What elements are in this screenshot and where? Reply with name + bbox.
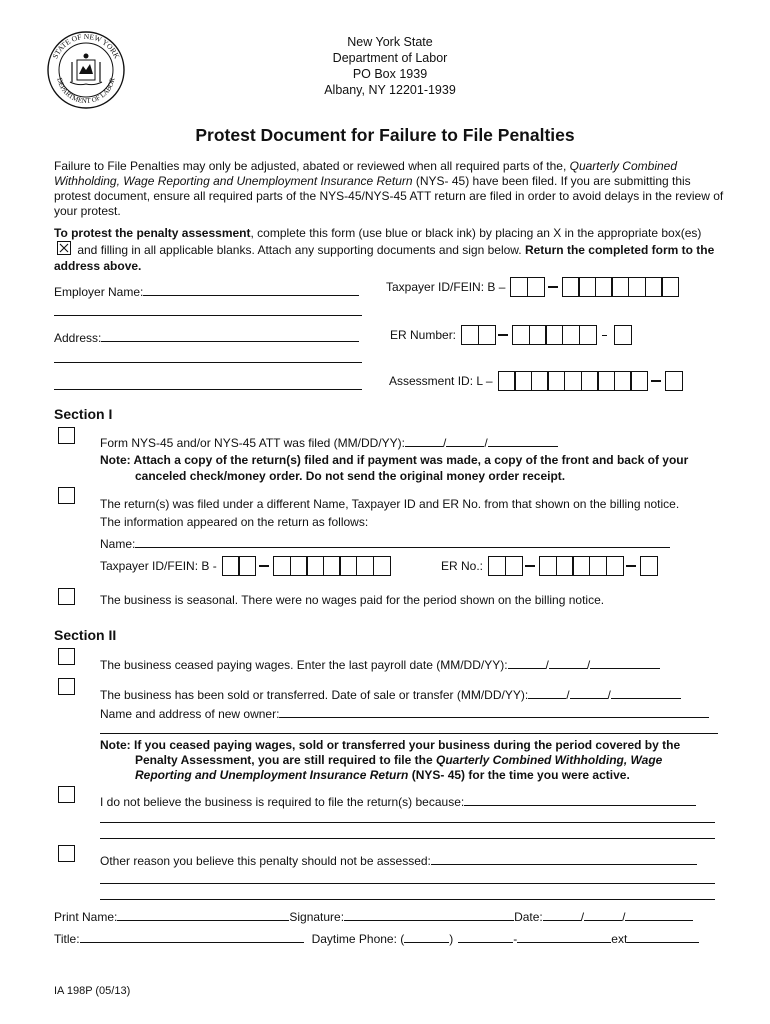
form-title: Protest Document for Failure to File Penalties — [195, 125, 575, 145]
checkbox-different-name[interactable] — [58, 487, 75, 504]
return-filed-text: Form NYS-45 and/or NYS-45 ATT was filed (MM/DD/YY): / / — [100, 435, 558, 450]
phone-label: Daytime Phone: ( — [311, 932, 405, 946]
svg-text:STATE OF NEW YORK: STATE OF NEW YORK — [50, 31, 122, 60]
checkbox-other-reason[interactable] — [58, 845, 75, 862]
seal-icon — [46, 30, 126, 110]
address-line-2-field[interactable] — [54, 362, 362, 363]
not-required-field[interactable]: I do not believe the business is required to file the return(s) because: — [100, 794, 696, 809]
other-reason-line-3[interactable] — [100, 899, 715, 900]
checkbox-not-required[interactable] — [58, 786, 75, 803]
employer-name-line-2[interactable] — [54, 315, 362, 316]
address-line-3-field[interactable] — [54, 389, 362, 390]
checkbox-sold-transferred[interactable] — [58, 678, 75, 695]
ceased-wages-text: The business ceased paying wages. Enter the last payroll date (MM/DD/YY): / / — [100, 657, 660, 672]
other-reason-line-2[interactable] — [100, 883, 715, 884]
other-reason-field[interactable]: Other reason you believe this penalty should not be assessed: — [100, 853, 697, 868]
intro-paragraph: Failure to File Penalties may only be adjusted, abated or reviewed when all required parts of the, Quarterly Combined Withholding, Wage Reporting and Unemployment Insurance Return (NYS- 45) have been filed. If you are submitting this protest document, ensure all required parts of the NYS-45/NYS-45 ATT return are filed in order to avoid delays in the review of your protest. — [54, 159, 724, 218]
address-line-2: Department of Labor — [332, 51, 448, 65]
signature-label: Signature: — [289, 910, 345, 924]
section-2-heading: Section II — [54, 627, 117, 643]
address-line-1: New York State — [347, 35, 433, 49]
print-name-label: Print Name: — [54, 910, 118, 924]
section1-er-no-boxes[interactable]: ER No.: — [441, 556, 657, 576]
note-still-required: Note: If you ceased paying wages, sold or transferred your business during the period covered by the Penalty Assessment, you are still required to file the Quarterly Combined Withholding, Wage Reporting and Unemployment Insurance Return (NYS- 45) for the time you were active. — [100, 738, 681, 782]
name-field[interactable]: Name: — [100, 536, 670, 551]
new-owner-line-2[interactable] — [100, 733, 718, 734]
title-input[interactable] — [80, 931, 304, 943]
not-required-line-3[interactable] — [100, 838, 715, 839]
agency-address — [290, 34, 490, 98]
state-seal — [46, 30, 126, 110]
date-label: Date: — [514, 910, 543, 924]
er-number-boxes[interactable]: ER Number: — [390, 325, 631, 345]
title-label: Title: — [54, 932, 80, 946]
title-row: Title: Daytime Phone: ( ) - ext — [54, 931, 699, 946]
different-name-text: The return(s) was filed under a different Name, Taxpayer ID and ER No. from that shown on the billing notice. The information appeared on the return as follows: — [100, 497, 680, 529]
signature-input[interactable] — [344, 909, 514, 921]
sold-transferred-text: The business has been sold or transferred. Date of sale or transfer (MM/DD/YY): / / — [100, 687, 681, 702]
seasonal-text: The business is seasonal. There were no wages paid for the period shown on the billing notice. — [100, 593, 605, 607]
address-line-3: PO Box 1939 — [352, 67, 428, 81]
assessment-id-boxes[interactable]: Assessment ID: L – — [389, 371, 682, 391]
taxpayer-id-boxes[interactable]: Taxpayer ID/FEIN: B – — [386, 277, 678, 297]
print-name-row: Print Name: Signature: Date: / / — [54, 909, 693, 924]
section1-taxpayer-id-boxes[interactable]: Taxpayer ID/FEIN: B - — [100, 556, 389, 576]
checkbox-ceased-wages[interactable] — [58, 648, 75, 665]
checkbox-return-filed[interactable] — [58, 427, 75, 444]
new-owner-field[interactable]: Name and address of new owner: — [100, 706, 709, 721]
note-attach-copy: Note: Attach a copy of the return(s) filed and if payment was made, a copy of the front and back of your canceled check/money order. Do not send the original money order receipt. — [100, 453, 689, 483]
svg-text:DEPARTMENT OF LABOR: DEPARTMENT OF LABOR — [55, 76, 117, 106]
print-name-input[interactable] — [117, 909, 289, 921]
x-box-icon — [57, 241, 71, 255]
address-field[interactable]: Address: — [54, 330, 359, 345]
employer-name-field[interactable]: Employer Name: — [54, 284, 359, 299]
address-line-4: Albany, NY 12201-1939 — [324, 83, 456, 97]
instructions-paragraph: To protest the penalty assessment, complete this form (use blue or black ink) by placing an X in the appropriate box(es) and filling in all applicable blanks. Attach any supporting documents and sign below. Return the completed form to the address above. — [54, 226, 715, 273]
not-required-line-2[interactable] — [100, 822, 715, 823]
form-id: IA 198P (05/13) — [54, 985, 131, 997]
section-1-heading: Section I — [54, 406, 113, 422]
ext-label: ext — [611, 932, 628, 946]
checkbox-seasonal[interactable] — [58, 588, 75, 605]
